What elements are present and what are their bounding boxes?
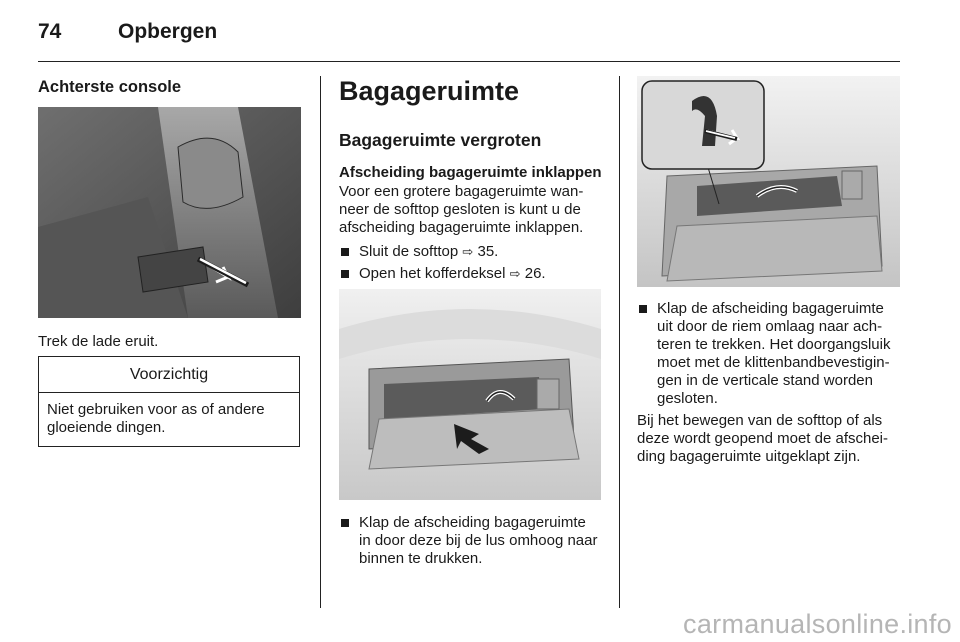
text-line: teren te trekken. Het doorgangsluik <box>657 336 891 353</box>
text-line: uit door de riem omlaag naar ach- <box>657 318 883 335</box>
page-ref-arrow-icon: ⇨ <box>509 266 521 281</box>
section-title-luggage: Bagageruimte <box>339 76 520 106</box>
bullet-text: Sluit de softtop <box>359 243 459 260</box>
text-line: gesloten. <box>657 390 718 407</box>
rear-console-photo <box>38 107 301 318</box>
caution-text <box>39 393 299 437</box>
softtop-note-paragraph <box>637 412 907 466</box>
page-ref-link[interactable]: 26. <box>524 265 546 282</box>
text-line: neer de softtop gesloten is kunt u de <box>339 201 581 218</box>
caution-line: Niet gebruiken voor as of andere <box>47 401 265 418</box>
text-line: afscheiding bagageruimte inklappen. <box>339 219 584 236</box>
bullet-unfold-divider <box>637 300 920 408</box>
bullet-marker <box>341 270 349 278</box>
text-line: binnen te drukken. <box>359 550 483 567</box>
text-line: ding bagageruimte uitgeklapt zijn. <box>637 448 861 465</box>
subsection-title-enlarge: Bagageruimte vergroten <box>339 130 542 150</box>
step-title-fold: Afscheiding bagageruimte inklappen <box>339 164 602 181</box>
text-line: Bij het bewegen van de softtop of als <box>637 412 883 429</box>
bullet-text: Open het kofferdeksel <box>359 265 506 282</box>
text-line: Klap de afscheiding bagageruimte <box>657 300 884 317</box>
page-number: 74 <box>38 20 62 43</box>
caution-line: gloeiende dingen. <box>47 419 166 436</box>
caution-title: Voorzichtig <box>39 357 299 393</box>
column-divider-left <box>320 76 321 608</box>
bullet-fold-divider <box>339 514 621 568</box>
page-ref-link[interactable]: 35. <box>477 243 499 260</box>
caption-pull-drawer: Trek de lade eruit. <box>38 333 159 350</box>
text-line: Klap de afscheiding bagageruimte <box>359 514 586 531</box>
bullet-marker <box>639 305 647 313</box>
text-line: moet met de klittenbandbevestigin- <box>657 354 890 371</box>
page-header <box>38 18 900 62</box>
watermark: carmanualsonline.info <box>683 609 952 639</box>
intro-paragraph <box>339 183 609 237</box>
trunk-unfold-photo <box>637 76 900 287</box>
bullet-marker <box>341 248 349 256</box>
caution-box <box>38 356 300 447</box>
page-ref-arrow-icon: ⇨ <box>462 244 474 259</box>
section-title-rear-console: Achterste console <box>38 78 182 96</box>
text-line: deze wordt geopend moet de afschei- <box>637 430 888 447</box>
bullet-close-softtop <box>339 243 498 261</box>
chapter-title: Opbergen <box>118 20 218 43</box>
bullet-open-trunk <box>339 265 546 283</box>
trunk-fold-photo <box>339 289 601 500</box>
header-rule <box>38 61 900 62</box>
bullet-marker <box>341 519 349 527</box>
text-line: Voor een grotere bagageruimte wan- <box>339 183 584 200</box>
text-line: in door deze bij de lus omhoog naar <box>359 532 598 549</box>
text-line: gen in de verticale stand worden <box>657 372 873 389</box>
